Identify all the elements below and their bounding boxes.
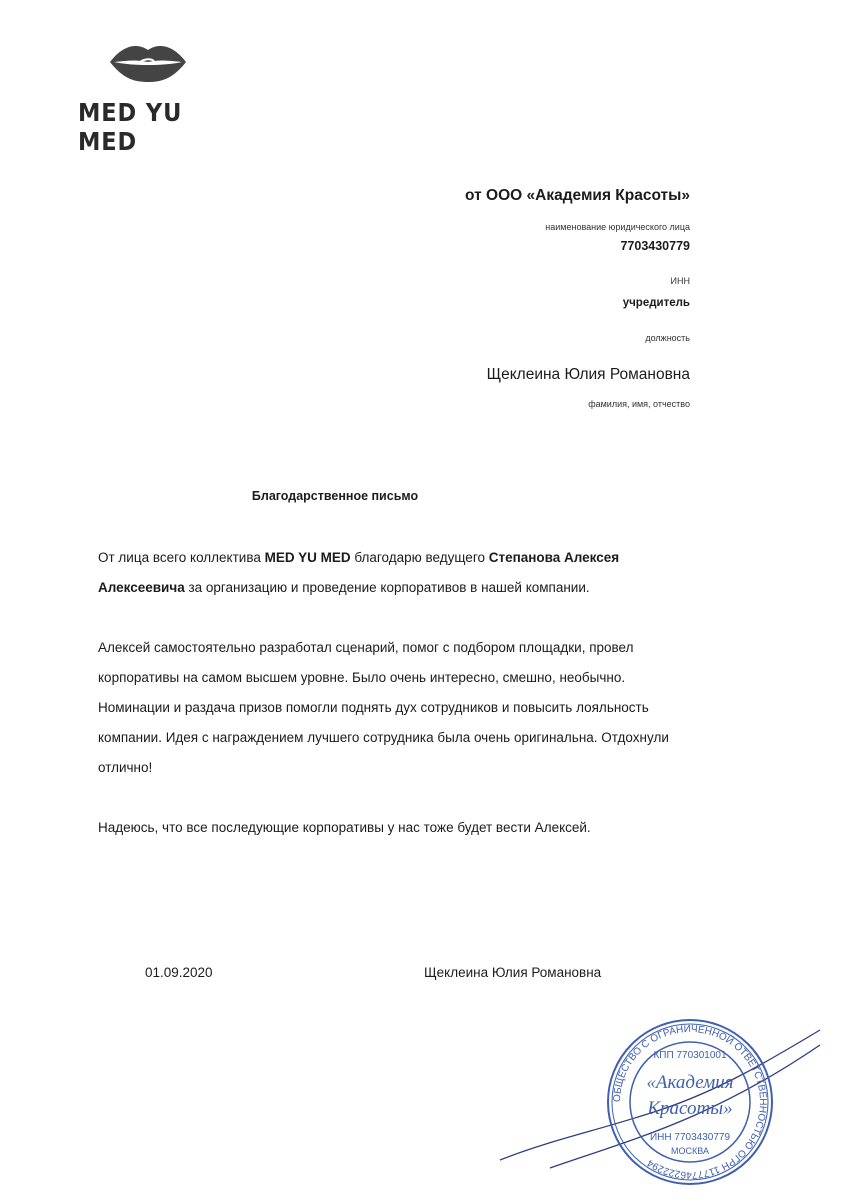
lips-icon bbox=[108, 40, 188, 84]
stamp-ring-text: ОБЩЕСТВО С ОГРАНИЧЕННОЙ ОТВЕТСТВЕННОСТЬЮ ОГРН 1177746222294 bbox=[611, 1023, 769, 1181]
host-name: Степанова Алексея Алексеевича bbox=[98, 550, 620, 595]
brand-mention: MED YU MED bbox=[264, 550, 351, 565]
paragraph-1: От лица всего коллектива MED YU MED благодарю ведущего Степанова Алексея Алексеевича за организацию и проведение корпоративов в нашей компании. bbox=[98, 550, 620, 595]
org-caption: наименование юридического лица bbox=[545, 222, 690, 232]
position-caption: должность bbox=[645, 333, 690, 343]
company-stamp bbox=[490, 990, 830, 1190]
stamp-kpp: КПП 770301001 bbox=[653, 1050, 727, 1061]
org-name: от ООО «Академия Красоты» bbox=[465, 187, 690, 204]
inn-caption: ИНН bbox=[670, 276, 690, 286]
person-caption: фамилия, имя, отчество bbox=[588, 399, 690, 409]
stamp-inn: ИНН 7703430779 bbox=[649, 1132, 731, 1143]
stamp-name-line1: «Академия bbox=[646, 1072, 734, 1093]
person-name: Щеклеина Юлия Романовна bbox=[486, 366, 690, 383]
letter-date: 01.09.2020 bbox=[145, 965, 213, 980]
signatory-name: Щеклеина Юлия Романовна bbox=[424, 965, 602, 980]
brand-name: MED YU MED bbox=[78, 98, 183, 156]
paragraph-3: Надеюсь, что все последующие корпоративы у нас тоже будет вести Алексей. bbox=[98, 820, 591, 835]
letter-title: Благодарственное письмо bbox=[251, 489, 419, 503]
stamp-city: МОСКВА bbox=[671, 1146, 709, 1156]
logo bbox=[78, 40, 223, 156]
inn-value: 7703430779 bbox=[620, 239, 690, 253]
position-value: учредитель bbox=[622, 297, 690, 309]
stamp-name-line2: Красоты» bbox=[647, 1098, 733, 1119]
paragraph-2: Алексей самостоятельно разработал сценарий, помог с подбором площадки, провел корпоративы на самом высшем уровне. Было очень интересно, смешно, необычно. Номинации и раздача призов помогли поднять дух сотрудников и повысить лояльность компании. Идея с награждением лучшего сотрудника была очень оригинальна. Отдохнули отлично! bbox=[98, 640, 669, 775]
